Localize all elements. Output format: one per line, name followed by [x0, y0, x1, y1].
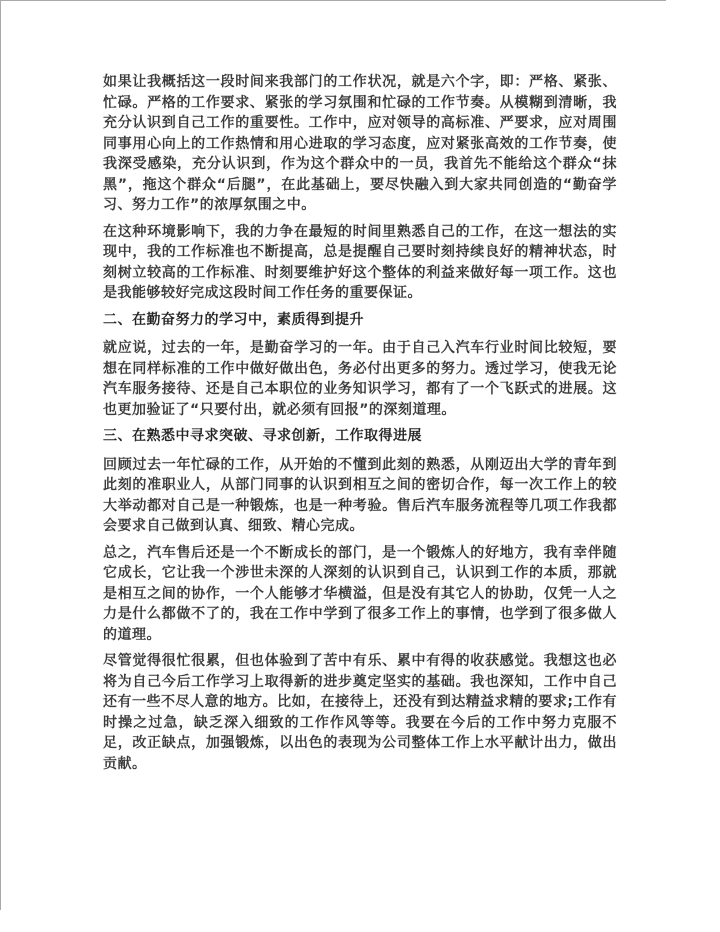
document-body — [103, 72, 617, 780]
paragraph: 在这种环境影响下，我的力争在最短的时间里熟悉自己的工作，在这一想法的实现中，我的工作标准也不断提高，总是提醒自己要时刻持续良好的精神状态，时刻树立较高的工作标准、时刻要维护好这个整体的利益来做好每一项工作。这也是我能够较好完成这段时间工作任务的重要保证。 — [103, 223, 617, 301]
paragraph: 尽管觉得很忙很累，但也体验到了苦中有乐、累中有得的收获感觉。我想这也必将为自己今后工作学习上取得新的进步奠定坚实的基础。我也深知，工作中自己还有一些不尽人意的地方。比如，在接待上，还没有到达精益求精的要求;工作有时操之过急，缺乏深入细致的工作作风等等。我要在今后的工作中努力克服不足，改正缺点，加强锻炼，以出色的表现为公司整体工作上水平献计出力，做出贡献。 — [103, 653, 617, 772]
section-heading: 三、在熟悉中寻求突破、寻求创新，工作取得进展 — [103, 428, 422, 444]
page-edge-top-line — [0, 0, 666, 1]
paragraph: 总之，汽车售后还是一个不断成长的部门，是一个锻炼人的好地方，我有幸伴随它成长，它让我一个涉世未深的人深刻的认识到自己，认识到工作的本质，那就是相互之间的协作，一个人能够才华横溢，但是没有其它人的协助，仅凭一人之力是什么都做不了的，我在工作中学到了很多工作上的事情，也学到了很多做人的道理。 — [103, 544, 617, 643]
page-edge-left-line — [0, 0, 1, 910]
paragraph: 如果让我概括这一段时间来我部门的工作状况，就是六个字，即：严格、紧张、忙碌。严格的工作要求、紧张的学习氛围和忙碌的工作节奏。从模糊到清晰，我充分认识到自己工作的重要性。工作中，应对领导的高标准、严要求，应对周围同事用心向上的工作热情和用心进取的学习态度，应对紧张高效的工作节奏，使我深受感染，充分认识到，作为这个群众中的一员，我首先不能给这个群众“抹黑”，拖这个群众“后腿”，在此基础上，要尽快融入到大家共同创造的“勤奋学习、努力工作”的浓厚氛围之中。 — [103, 74, 617, 213]
section-heading: 二、在勤奋努力的学习中，素质得到提升 — [103, 311, 364, 328]
paragraph: 回顾过去一年忙碌的工作，从开始的不懂到此刻的熟悉，从刚迈出大学的青年到此刻的准职业人，从部门同事的认识到相互之间的密切合作，每一次工作上的较大举动都对自己是一种锻炼，也是一种考验。售后汽车服务流程等几项工作我都会要求自己做到认真、细致、精心完成。 — [103, 456, 617, 534]
paragraph: 就应说，过去的一年，是勤奋学习的一年。由于自己入汽车行业时间比较短，要想在同样标准的工作中做好做出色，务必付出更多的努力。透过学习，使我无论汽车服务接待、还是自己本职位的业务知识学习，都有了一个飞跃式的进展。这也更加验证了“只要付出，就必须有回报”的深刻道理。 — [103, 340, 617, 418]
